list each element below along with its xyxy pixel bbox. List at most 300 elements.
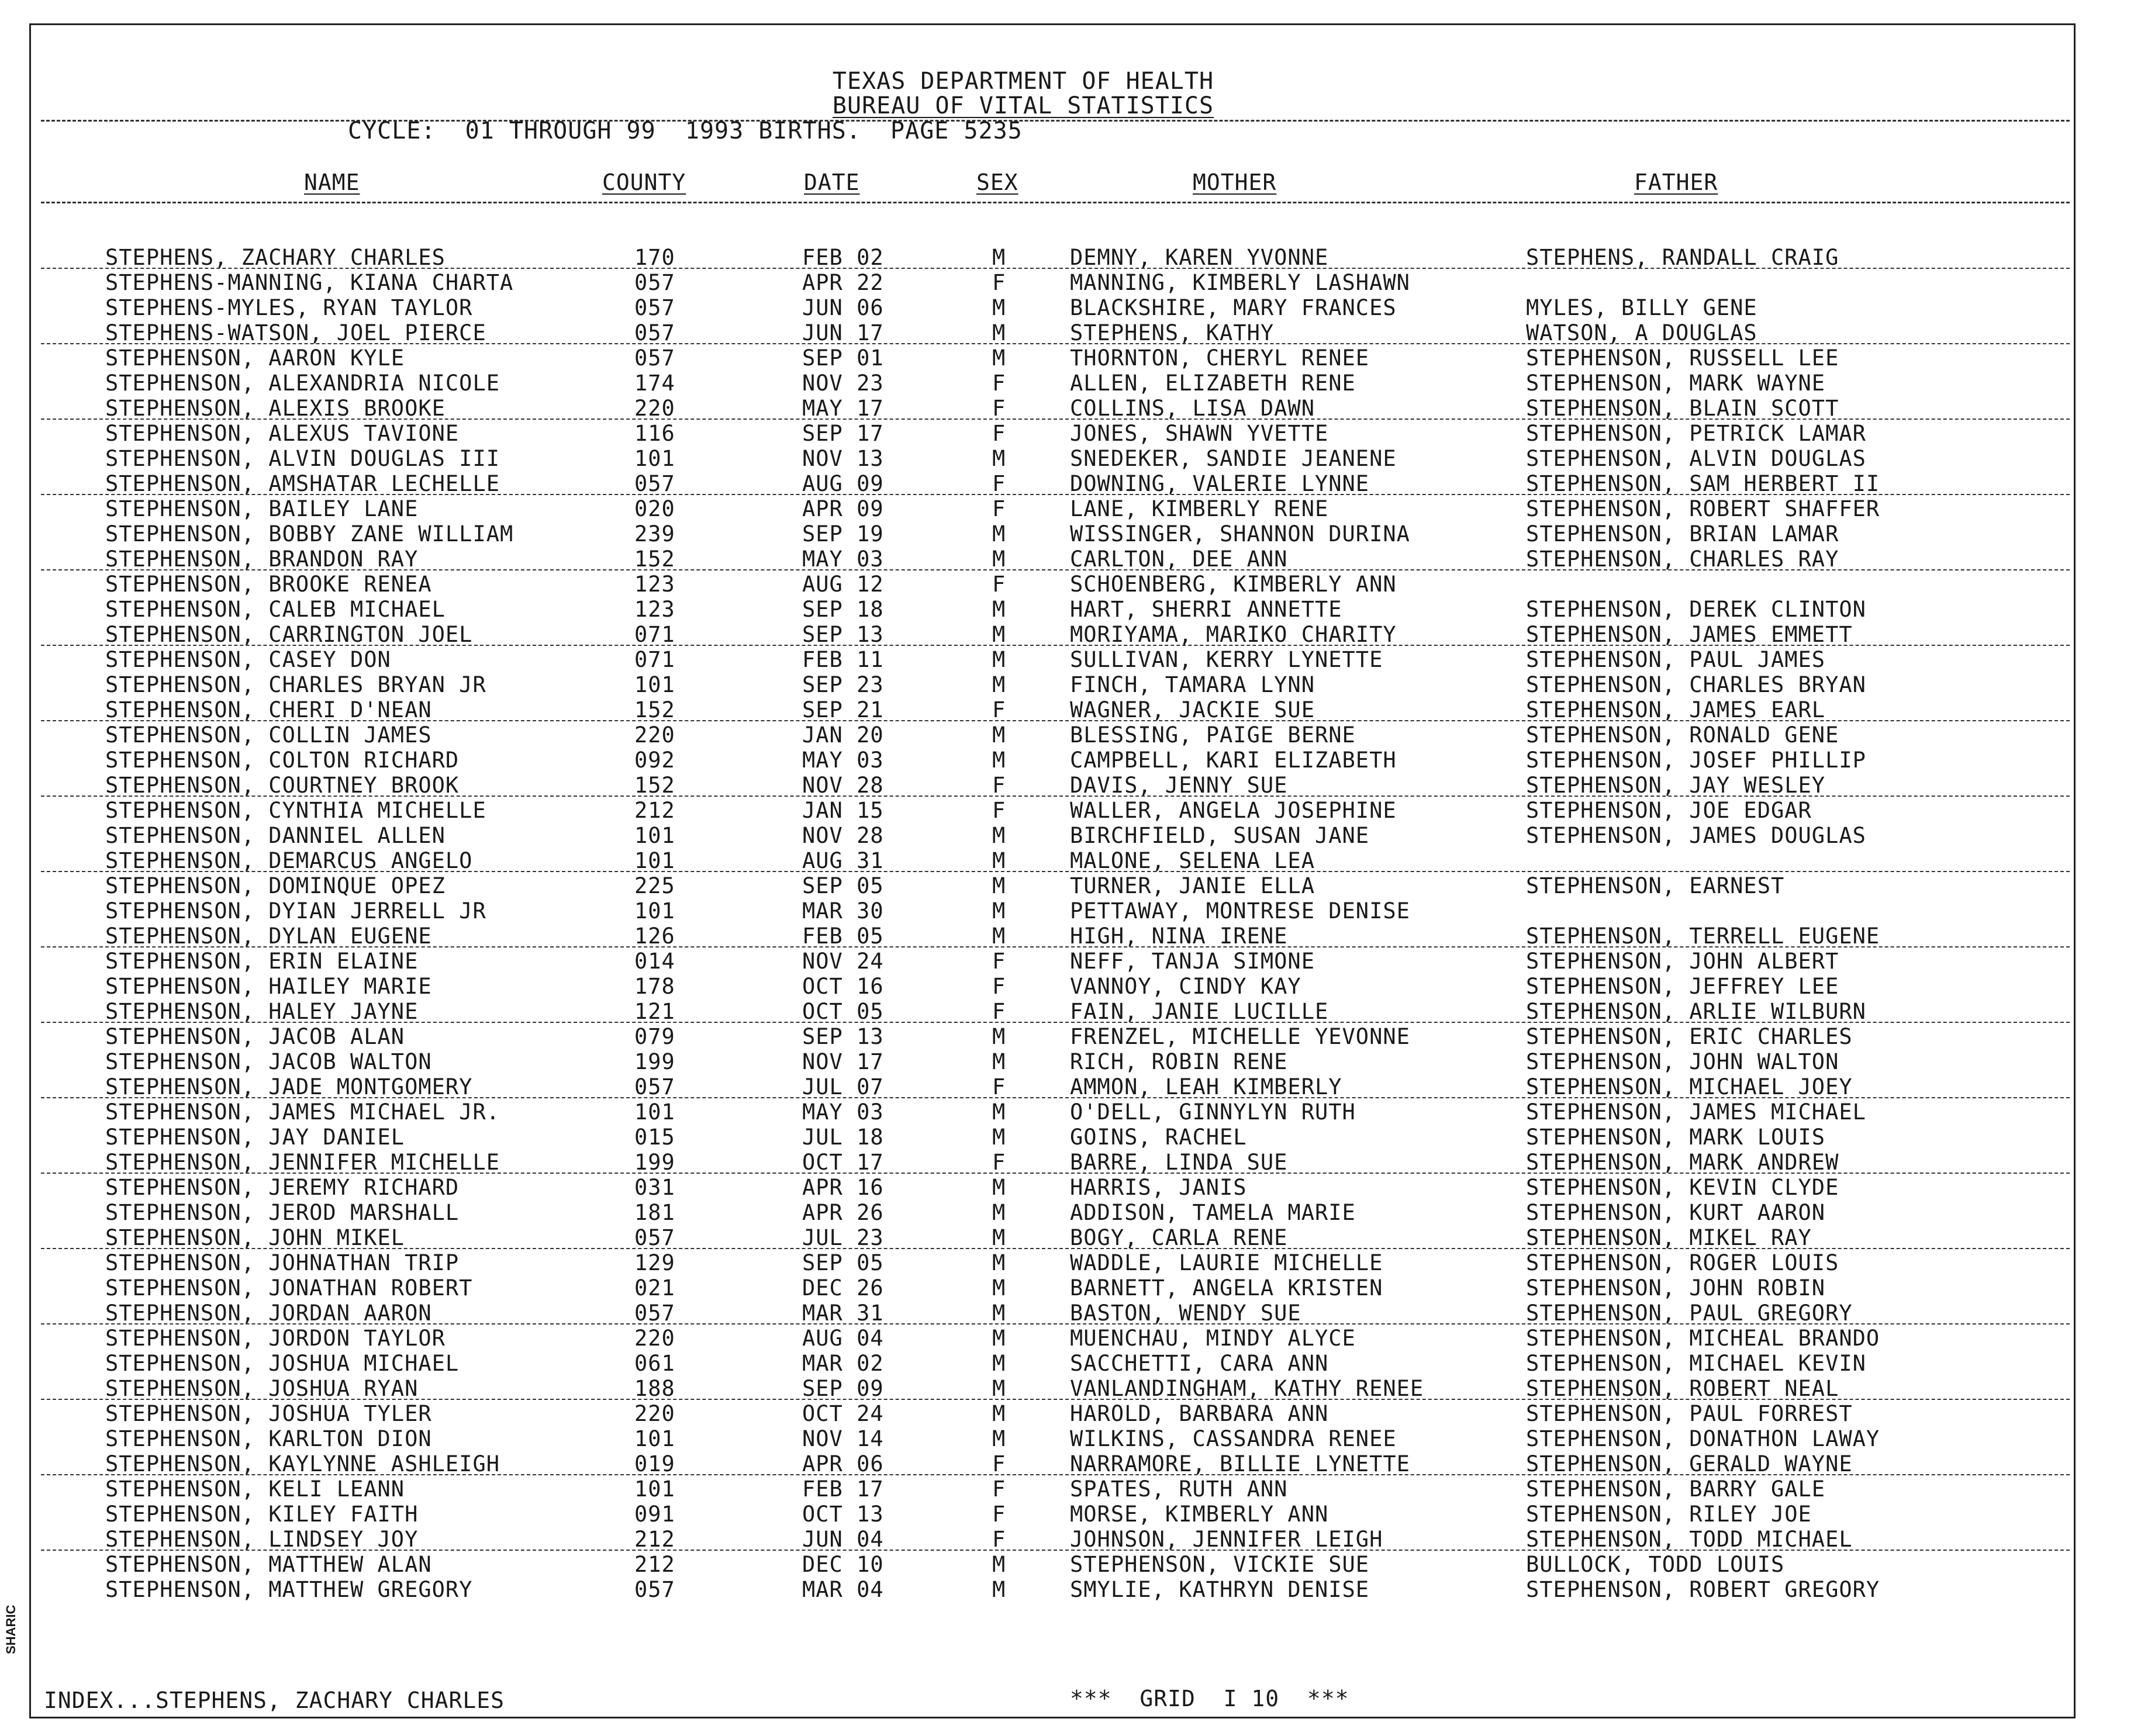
cell-date: JUL 18 [802, 1125, 884, 1150]
cell-sex: F [992, 471, 1006, 496]
cell-mother: HAROLD, BARBARA ANN [1070, 1401, 1329, 1426]
cell-date: MAY 03 [802, 1099, 884, 1125]
table-row [0, 1175, 2134, 1200]
cell-name: STEPHENSON, CASEY DON [105, 647, 391, 672]
row-separator [41, 1022, 2070, 1023]
cell-sex: F [992, 396, 1006, 421]
table-row [0, 1477, 2134, 1502]
cell-sex: M [992, 722, 1006, 748]
cell-mother: CARLTON, DEE ANN [1070, 547, 1288, 572]
cell-county: 057 [634, 270, 675, 295]
cell-mother: MALONE, SELENA LEA [1070, 848, 1315, 873]
cell-date: FEB 11 [802, 647, 884, 672]
cell-date: SEP 19 [802, 521, 884, 547]
cell-name: STEPHENSON, CALEB MICHAEL [105, 597, 446, 622]
row-separator [41, 1097, 2070, 1098]
cell-sex: M [992, 1376, 1006, 1401]
cell-county: 212 [634, 1552, 675, 1577]
cell-date: NOV 24 [802, 949, 884, 974]
cell-mother: WILKINS, CASSANDRA RENEE [1070, 1426, 1397, 1451]
cell-sex: M [992, 521, 1006, 547]
cell-sex: F [992, 1150, 1006, 1175]
cell-name: STEPHENSON, KARLTON DION [105, 1426, 432, 1451]
cell-father: STEPHENSON, MARK WAYNE [1526, 371, 1826, 396]
cell-date: JUL 23 [802, 1225, 884, 1250]
table-row [0, 522, 2134, 547]
cell-name: STEPHENSON, JOHN MIKEL [105, 1225, 405, 1250]
cell-sex: F [992, 1527, 1006, 1552]
cell-name: STEPHENSON, DYIAN JERRELL JR [105, 898, 486, 924]
cell-name: STEPHENSON, ALEXANDRIA NICOLE [105, 371, 500, 396]
cell-county: 129 [634, 1250, 675, 1275]
table-row [0, 773, 2134, 798]
cell-county: 057 [634, 295, 675, 320]
cell-mother: JOHNSON, JENNIFER LEIGH [1070, 1527, 1383, 1552]
table-row [0, 1552, 2134, 1577]
cell-date: SEP 13 [802, 1024, 884, 1049]
cell-father: STEPHENSON, JOHN ALBERT [1526, 949, 1839, 974]
cell-father: STEPHENSON, ARLIE WILBURN [1526, 999, 1866, 1024]
col-header-name: NAME [304, 170, 360, 195]
table-row [0, 1276, 2134, 1301]
cell-county: 188 [634, 1376, 675, 1401]
cell-name: STEPHENSON, JADE MONTGOMERY [105, 1074, 473, 1099]
table-row [0, 421, 2134, 446]
cell-mother: BOGY, CARLA RENE [1070, 1225, 1288, 1250]
cell-name: STEPHENSON, JOSHUA TYLER [105, 1401, 432, 1426]
cell-county: 178 [634, 974, 675, 999]
cell-county: 057 [634, 320, 675, 345]
cell-father: STEPHENSON, MIKEL RAY [1526, 1225, 1812, 1250]
cell-name: STEPHENSON, JOHNATHAN TRIP [105, 1250, 460, 1275]
cell-sex: F [992, 974, 1006, 999]
cell-county: 101 [634, 672, 675, 697]
cell-name: STEPHENSON, LINDSEY JOY [105, 1527, 419, 1552]
cell-date: MAY 03 [802, 547, 884, 572]
cell-mother: GOINS, RACHEL [1070, 1125, 1247, 1150]
cell-sex: M [992, 295, 1006, 320]
cell-name: STEPHENSON, JORDON TAYLOR [105, 1326, 446, 1351]
cell-county: 212 [634, 1527, 675, 1552]
cell-father: STEPHENSON, JAMES EARL [1526, 697, 1826, 722]
row-separator [41, 494, 2070, 495]
cell-county: 014 [634, 949, 675, 974]
cell-father: STEPHENSON, ROGER LOUIS [1526, 1250, 1839, 1275]
cell-date: SEP 05 [802, 1250, 884, 1275]
cell-mother: HIGH, NINA IRENE [1070, 924, 1288, 949]
cell-father: STEPHENSON, BRIAN LAMAR [1526, 521, 1839, 547]
cell-county: 239 [634, 521, 675, 547]
cell-father: STEPHENSON, GERALD WAYNE [1526, 1451, 1853, 1476]
cell-sex: M [992, 748, 1006, 773]
row-separator [41, 796, 2070, 797]
cell-father: STEPHENSON, JOE EDGAR [1526, 798, 1812, 823]
cell-sex: F [992, 1074, 1006, 1099]
cell-sex: M [992, 320, 1006, 345]
cell-father: BULLOCK, TODD LOUIS [1526, 1552, 1785, 1577]
cell-mother: SPATES, RUTH ANN [1070, 1476, 1288, 1502]
row-separator [41, 720, 2070, 721]
cell-mother: TURNER, JANIE ELLA [1070, 873, 1315, 898]
cell-sex: M [992, 1326, 1006, 1351]
cell-father: STEPHENSON, ROBERT NEAL [1526, 1376, 1839, 1401]
cell-mother: SMYLIE, KATHRYN DENISE [1070, 1577, 1370, 1602]
cell-county: 057 [634, 1225, 675, 1250]
cell-sex: F [992, 773, 1006, 798]
cell-county: 181 [634, 1200, 675, 1225]
table-row [0, 1402, 2134, 1426]
row-separator [41, 1248, 2070, 1249]
cell-father: STEPHENSON, BLAIN SCOTT [1526, 396, 1839, 421]
cell-name: STEPHENSON, JEREMY RICHARD [105, 1175, 460, 1200]
table-row [0, 1326, 2134, 1351]
cell-county: 071 [634, 622, 675, 647]
cell-date: DEC 10 [802, 1552, 884, 1577]
cell-father: STEPHENSON, JAMES EMMETT [1526, 622, 1853, 647]
row-separator [41, 1173, 2070, 1174]
cell-father: STEPHENSON, MARK ANDREW [1526, 1150, 1839, 1175]
cell-name: STEPHENSON, CARRINGTON JOEL [105, 622, 473, 647]
cell-father: STEPHENSON, ALVIN DOUGLAS [1526, 446, 1866, 471]
row-separator [41, 871, 2070, 872]
cell-sex: M [992, 1577, 1006, 1602]
cell-county: 015 [634, 1125, 675, 1150]
table-row [0, 346, 2134, 371]
table-row [0, 1075, 2134, 1099]
cell-mother: ADDISON, TAMELA MARIE [1070, 1200, 1356, 1225]
bureau-title: BUREAU OF VITAL STATISTICS [832, 92, 1214, 119]
cell-date: SEP 21 [802, 697, 884, 722]
cell-county: 220 [634, 1326, 675, 1351]
table-row [0, 974, 2134, 999]
cell-father: STEPHENSON, JAMES DOUGLAS [1526, 823, 1866, 848]
cell-name: STEPHENSON, CYNTHIA MICHELLE [105, 798, 486, 823]
cell-county: 057 [634, 1577, 675, 1602]
cell-name: STEPHENSON, CHERI D'NEAN [105, 697, 432, 722]
cell-date: MAY 03 [802, 748, 884, 773]
cell-date: JAN 15 [802, 798, 884, 823]
table-row [0, 1100, 2134, 1125]
cell-mother: NARRAMORE, BILLIE LYNETTE [1070, 1451, 1410, 1476]
cell-sex: M [992, 1301, 1006, 1326]
cell-county: 019 [634, 1451, 675, 1476]
cell-mother: SACCHETTI, CARA ANN [1070, 1351, 1329, 1376]
cell-date: JAN 20 [802, 722, 884, 748]
cell-name: STEPHENSON, ALEXIS BROOKE [105, 396, 446, 421]
cell-name: STEPHENSON, AARON KYLE [105, 345, 405, 371]
row-separator [41, 946, 2070, 947]
table-row [0, 321, 2134, 345]
cell-date: SEP 17 [802, 421, 884, 446]
cell-name: STEPHENSON, KAYLYNNE ASHLEIGH [105, 1451, 500, 1476]
cell-date: NOV 28 [802, 773, 884, 798]
col-header-sex: SEX [976, 170, 1018, 195]
cell-name: STEPHENSON, BAILEY LANE [105, 496, 419, 521]
row-separator [41, 419, 2070, 420]
table-row [0, 1351, 2134, 1376]
cell-county: 220 [634, 1401, 675, 1426]
cell-sex: M [992, 1099, 1006, 1125]
cell-county: 057 [634, 471, 675, 496]
cell-date: MAR 30 [802, 898, 884, 924]
cell-sex: M [992, 1225, 1006, 1250]
cell-date: APR 26 [802, 1200, 884, 1225]
cell-father: STEPHENSON, JAY WESLEY [1526, 773, 1826, 798]
cell-father: STEPHENSON, MICHAEL JOEY [1526, 1074, 1853, 1099]
cell-date: APR 09 [802, 496, 884, 521]
table-row [0, 472, 2134, 496]
cell-sex: M [992, 873, 1006, 898]
cell-date: NOV 13 [802, 446, 884, 471]
table-row [0, 497, 2134, 521]
table-row [0, 597, 2134, 622]
cell-county: 199 [634, 1150, 675, 1175]
cell-date: OCT 24 [802, 1401, 884, 1426]
cell-name: STEPHENS, ZACHARY CHARLES [105, 245, 446, 270]
cell-date: SEP 13 [802, 622, 884, 647]
row-separator [41, 1323, 2070, 1325]
cell-county: 174 [634, 371, 675, 396]
table-row [0, 1125, 2134, 1150]
cell-mother: ALLEN, ELIZABETH RENE [1070, 371, 1356, 396]
cell-father: STEPHENSON, PAUL JAMES [1526, 647, 1826, 672]
table-row [0, 648, 2134, 672]
cell-sex: M [992, 622, 1006, 647]
cell-date: OCT 16 [802, 974, 884, 999]
cell-mother: FRENZEL, MICHELLE YEVONNE [1070, 1024, 1410, 1049]
cell-father: STEPHENSON, SAM HERBERT II [1526, 471, 1880, 496]
cell-sex: M [992, 1200, 1006, 1225]
cell-county: 091 [634, 1502, 675, 1527]
cell-mother: FINCH, TAMARA LYNN [1070, 672, 1315, 697]
cell-county: 152 [634, 547, 675, 572]
cell-date: SEP 09 [802, 1376, 884, 1401]
cell-date: NOV 14 [802, 1426, 884, 1451]
cell-name: STEPHENSON, JENNIFER MICHELLE [105, 1150, 500, 1175]
cell-county: 057 [634, 1301, 675, 1326]
table-row [0, 673, 2134, 697]
cell-county: 101 [634, 1426, 675, 1451]
cell-sex: M [992, 1024, 1006, 1049]
cell-date: FEB 17 [802, 1476, 884, 1502]
cell-mother: O'DELL, GINNYLYN RUTH [1070, 1099, 1356, 1125]
cell-father: STEPHENSON, ROBERT SHAFFER [1526, 496, 1880, 521]
table-row [0, 547, 2134, 572]
cell-county: 101 [634, 446, 675, 471]
side-label: SHARIC [4, 1604, 18, 1654]
cell-father: STEPHENSON, ROBERT GREGORY [1526, 1577, 1880, 1602]
cell-mother: MUENCHAU, MINDY ALYCE [1070, 1326, 1356, 1351]
cell-date: SEP 01 [802, 345, 884, 371]
cell-date: APR 22 [802, 270, 884, 295]
cell-sex: F [992, 496, 1006, 521]
table-row [0, 798, 2134, 823]
cell-father: WATSON, A DOUGLAS [1526, 320, 1757, 345]
cell-county: 170 [634, 245, 675, 270]
table-row [0, 1578, 2134, 1602]
table-row [0, 1377, 2134, 1401]
table-row [0, 1527, 2134, 1552]
table-row [0, 1502, 2134, 1527]
cell-county: 220 [634, 396, 675, 421]
cell-date: OCT 17 [802, 1150, 884, 1175]
cell-sex: M [992, 898, 1006, 924]
table-row [0, 949, 2134, 974]
cell-county: 101 [634, 848, 675, 873]
cell-father: STEPHENSON, DEREK CLINTON [1526, 597, 1866, 622]
cell-name: STEPHENSON, BRANDON RAY [105, 547, 419, 572]
cell-mother: JONES, SHAWN YVETTE [1070, 421, 1329, 446]
cell-sex: F [992, 421, 1006, 446]
row-separator [41, 1550, 2070, 1551]
row-separator [41, 343, 2070, 344]
cell-mother: DEMNY, KAREN YVONNE [1070, 245, 1329, 270]
cell-date: JUN 17 [802, 320, 884, 345]
cell-name: STEPHENSON, COLLIN JAMES [105, 722, 432, 748]
cell-date: MAR 31 [802, 1301, 884, 1326]
records-table [0, 245, 2134, 1602]
cell-county: 071 [634, 647, 675, 672]
cell-county: 152 [634, 773, 675, 798]
footer-grid: *** GRID I 10 *** [1070, 1686, 1349, 1711]
cell-father: STEPHENSON, ERIC CHARLES [1526, 1024, 1853, 1049]
table-row [0, 396, 2134, 421]
cell-name: STEPHENSON, COURTNEY BROOK [105, 773, 460, 798]
cell-name: STEPHENSON, JAY DANIEL [105, 1125, 405, 1150]
cell-mother: BLACKSHIRE, MARY FRANCES [1070, 295, 1397, 320]
table-row [0, 1226, 2134, 1250]
cell-father: STEPHENSON, CHARLES BRYAN [1526, 672, 1866, 697]
cell-name: STEPHENSON, KILEY FAITH [105, 1502, 419, 1527]
cell-sex: M [992, 245, 1006, 270]
cell-name: STEPHENSON, JAMES MICHAEL JR. [105, 1099, 500, 1125]
cell-father: STEPHENSON, CHARLES RAY [1526, 547, 1839, 572]
cell-mother: SNEDEKER, SANDIE JEANENE [1070, 446, 1397, 471]
cell-father: STEPHENS, RANDALL CRAIG [1526, 245, 1839, 270]
cell-sex: F [992, 371, 1006, 396]
cell-sex: F [992, 270, 1006, 295]
table-row [0, 371, 2134, 396]
cell-mother: WADDLE, LAURIE MICHELLE [1070, 1250, 1383, 1275]
cell-name: STEPHENS-MANNING, KIANA CHARTA [105, 270, 514, 295]
cell-date: SEP 18 [802, 597, 884, 622]
cell-mother: BIRCHFIELD, SUSAN JANE [1070, 823, 1370, 848]
cell-date: SEP 05 [802, 873, 884, 898]
cell-father: STEPHENSON, RUSSELL LEE [1526, 345, 1839, 371]
cell-date: NOV 23 [802, 371, 884, 396]
cell-father: STEPHENSON, JAMES MICHAEL [1526, 1099, 1866, 1125]
cell-father: STEPHENSON, TERRELL EUGENE [1526, 924, 1880, 949]
table-row [0, 1050, 2134, 1074]
cell-name: STEPHENSON, BROOKE RENEA [105, 572, 432, 597]
cell-name: STEPHENSON, COLTON RICHARD [105, 748, 460, 773]
cell-county: 021 [634, 1275, 675, 1301]
cell-mother: MORSE, KIMBERLY ANN [1070, 1502, 1329, 1527]
cell-name: STEPHENSON, MATTHEW ALAN [105, 1552, 432, 1577]
cell-mother: BARNETT, ANGELA KRISTEN [1070, 1275, 1383, 1301]
table-row [0, 1150, 2134, 1175]
cell-date: AUG 09 [802, 471, 884, 496]
cell-sex: M [992, 924, 1006, 949]
cell-father: STEPHENSON, PAUL GREGORY [1526, 1301, 1853, 1326]
footer-index: INDEX...STEPHENS, ZACHARY CHARLES [44, 1687, 505, 1713]
cell-date: JUL 07 [802, 1074, 884, 1099]
cell-father: STEPHENSON, MARK LOUIS [1526, 1125, 1826, 1150]
cell-mother: RICH, ROBIN RENE [1070, 1049, 1288, 1074]
cell-name: STEPHENSON, ALEXUS TAVIONE [105, 421, 460, 446]
table-row [0, 698, 2134, 722]
cell-name: STEPHENS-WATSON, JOEL PIERCE [105, 320, 486, 345]
cell-name: STEPHENSON, JORDAN AARON [105, 1301, 432, 1326]
cell-sex: F [992, 949, 1006, 974]
cell-sex: M [992, 597, 1006, 622]
cell-date: AUG 31 [802, 848, 884, 873]
table-row [0, 447, 2134, 471]
cell-mother: CAMPBELL, KARI ELIZABETH [1070, 748, 1397, 773]
cell-mother: BASTON, WENDY SUE [1070, 1301, 1301, 1326]
header-divider [41, 120, 2070, 122]
cell-county: 057 [634, 1074, 675, 1099]
cell-county: 123 [634, 572, 675, 597]
cell-name: STEPHENSON, JACOB ALAN [105, 1024, 405, 1049]
cell-sex: F [992, 798, 1006, 823]
cell-mother: LANE, KIMBERLY RENE [1070, 496, 1329, 521]
table-row [0, 849, 2134, 873]
cell-county: 079 [634, 1024, 675, 1049]
cell-name: STEPHENSON, JOSHUA MICHAEL [105, 1351, 460, 1376]
cell-mother: DOWNING, VALERIE LYNNE [1070, 471, 1370, 496]
col-header-date: DATE [804, 170, 860, 195]
table-row [0, 874, 2134, 898]
cell-mother: VANNOY, CINDY KAY [1070, 974, 1301, 999]
cell-sex: M [992, 1125, 1006, 1150]
cell-name: STEPHENSON, MATTHEW GREGORY [105, 1577, 473, 1602]
cell-mother: HART, SHERRI ANNETTE [1070, 597, 1342, 622]
cell-county: 199 [634, 1049, 675, 1074]
cell-name: STEPHENSON, KELI LEANN [105, 1476, 405, 1502]
table-row [0, 723, 2134, 748]
cell-father: STEPHENSON, EARNEST [1526, 873, 1785, 898]
cell-mother: STEPHENSON, VICKIE SUE [1070, 1552, 1370, 1577]
table-row [0, 899, 2134, 924]
cell-sex: F [992, 1451, 1006, 1476]
col-header-mother: MOTHER [1193, 170, 1277, 195]
cell-sex: F [992, 1502, 1006, 1527]
cell-sex: F [992, 697, 1006, 722]
cell-name: STEPHENSON, ERIN ELAINE [105, 949, 419, 974]
cell-date: AUG 12 [802, 572, 884, 597]
table-row [0, 1025, 2134, 1049]
cell-sex: M [992, 446, 1006, 471]
cell-county: 126 [634, 924, 675, 949]
row-separator [41, 569, 2070, 570]
cell-mother: NEFF, TANJA SIMONE [1070, 949, 1315, 974]
table-row [0, 271, 2134, 295]
cell-mother: WALLER, ANGELA JOSEPHINE [1070, 798, 1397, 823]
cell-county: 101 [634, 898, 675, 924]
table-row [0, 824, 2134, 848]
cell-father: STEPHENSON, JOHN WALTON [1526, 1049, 1839, 1074]
table-row [0, 572, 2134, 597]
cell-sex: M [992, 823, 1006, 848]
col-header-county: COUNTY [602, 170, 686, 195]
cell-father: STEPHENSON, RONALD GENE [1526, 722, 1839, 748]
cell-sex: F [992, 1476, 1006, 1502]
cell-sex: M [992, 345, 1006, 371]
cell-name: STEPHENSON, JONATHAN ROBERT [105, 1275, 473, 1301]
cell-name: STEPHENSON, JACOB WALTON [105, 1049, 432, 1074]
cell-county: 121 [634, 999, 675, 1024]
